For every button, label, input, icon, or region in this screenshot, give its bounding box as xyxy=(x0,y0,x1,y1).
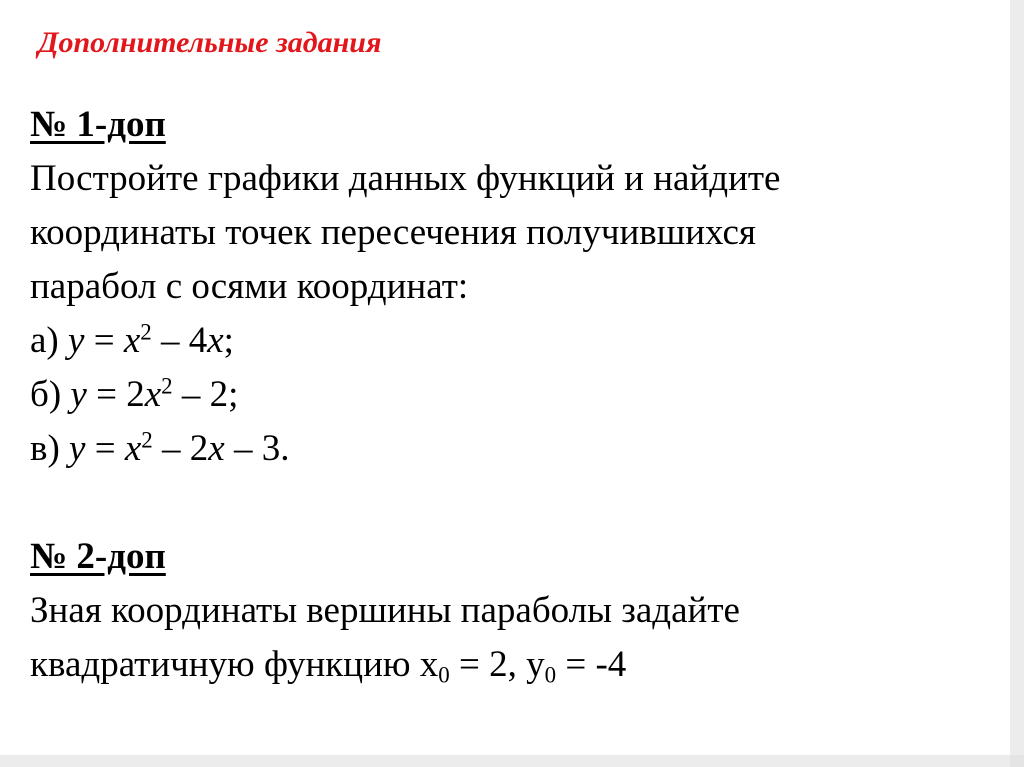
task2-text-line-1: Зная координаты вершины параболы задайте xyxy=(30,590,740,631)
slide-content xyxy=(30,98,990,692)
task1-item-c: в) $y = x^2 - 2x - 3$. xyxy=(30,427,290,469)
task1-number: № 1-доп xyxy=(30,104,166,145)
task1-text-line-1: Постройте графики данных функций и найдите xyxy=(30,158,781,199)
task1-item-b: б) $y = 2x^2 - 2$; xyxy=(30,373,239,415)
spacer xyxy=(30,476,990,530)
slide-title: Дополнительные задания xyxy=(38,26,382,59)
task1-text-line-3: парабол с осями координат: xyxy=(30,266,469,307)
task1-item-a: а) $y = x^2 - 4x$; xyxy=(30,319,234,361)
task2-text-line-2: квадратичную функцию $x_0 = 2$, $y_0 = -4$ xyxy=(30,644,627,688)
task1-text-line-2: координаты точек пересечения получившихся xyxy=(30,212,756,253)
task2-number: № 2-доп xyxy=(30,536,166,577)
